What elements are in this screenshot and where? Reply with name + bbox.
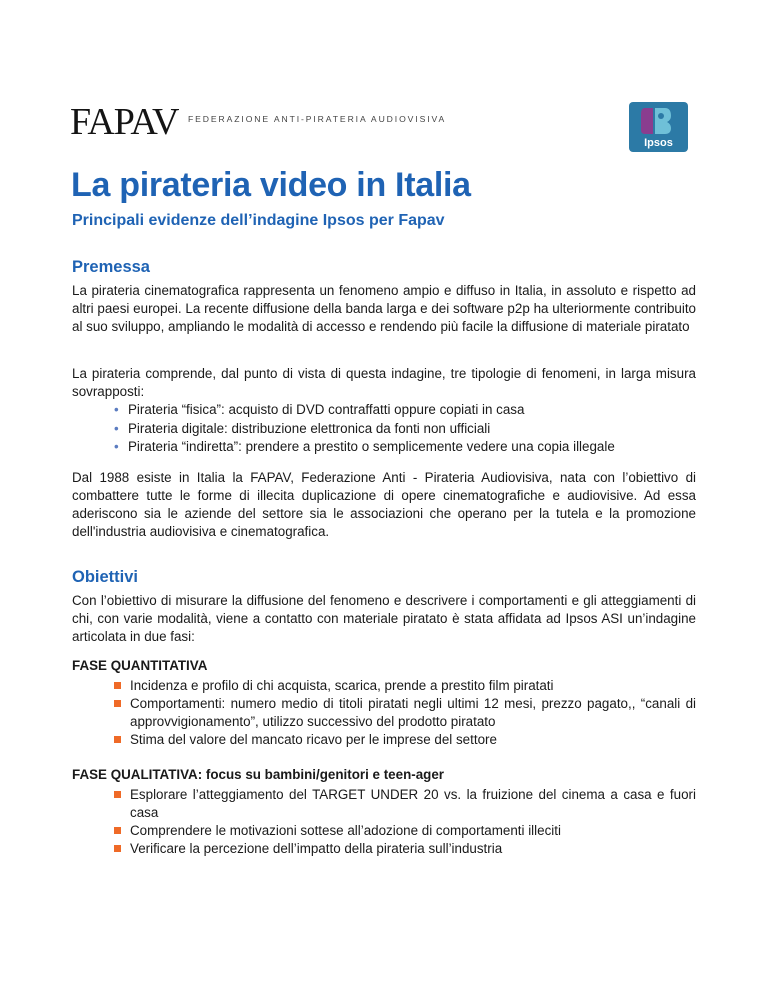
list-item: • Pirateria “indiretta”: prendere a prestito o semplicemente vedere una copia illegale bbox=[114, 438, 615, 457]
pirateria-types-list bbox=[114, 401, 615, 457]
premessa-paragraph-3: Dal 1988 esiste in Italia la FAPAV, Federazione Anti - Pirateria Audiovisiva, nata con l’obiettivo di combattere tutte le forme di illecita duplicazione di opere cinematografiche e audiovisive. Ad essa aderiscono sia le aziende del settore sia le associazioni che operano per la tutela e la promozione dell'industria audiovisiva e cinematografica. bbox=[72, 470, 696, 539]
bullet-dot-icon: • bbox=[114, 439, 119, 454]
ipsos-logo bbox=[629, 102, 688, 152]
orange-square-bullet-icon bbox=[114, 791, 121, 798]
premessa-paragraph-2: La pirateria comprende, dal punto di vista di questa indagine, tre tipologie di fenomeni, in larga misura sovrapposti: bbox=[72, 366, 696, 399]
fapav-tagline: FEDERAZIONE ANTI-PIRATERIA AUDIOVISIVA bbox=[188, 114, 447, 124]
orange-square-bullet-icon bbox=[114, 827, 121, 834]
fase-qualitativa-list bbox=[114, 786, 696, 858]
ipsos-head-icon bbox=[639, 106, 673, 136]
fase-qualitativa-heading: FASE QUALITATIVA: focus su bambini/genitori e teen-ager bbox=[72, 767, 444, 782]
list-item: Stima del valore del mancato ricavo per le imprese del settore bbox=[114, 731, 696, 749]
fase-quantitativa-heading: FASE QUANTITATIVA bbox=[72, 658, 208, 673]
list-item: Comprendere le motivazioni sottese all’adozione di comportamenti illeciti bbox=[114, 822, 696, 840]
orange-square-bullet-icon bbox=[114, 700, 121, 707]
premessa-paragraph-1: La pirateria cinematografica rappresenta un fenomeno ampio e diffuso in Italia, in assoluto e rispetto ad altri paesi europei. La recente diffusione della banda larga e dei software p2p ha ulteriormente contribuito al suo sviluppo, ampliando le modalità di accesso e rendendo più facile la diffusione di materiale piratato bbox=[72, 283, 696, 334]
list-item: Comportamenti: numero medio di titoli piratati negli ultimi 12 mesi, prezzo pagato,, “canali di approvvigionamento”, utilizzo successivo del prodotto piratato bbox=[114, 695, 696, 731]
section-heading-premessa: Premessa bbox=[72, 258, 150, 276]
list-item: Incidenza e profilo di chi acquista, scarica, prende a prestito film piratati bbox=[114, 677, 696, 695]
list-item: Esplorare l’atteggiamento del TARGET UNDER 20 vs. la fruizione del cinema a casa e fuori casa bbox=[114, 786, 696, 822]
section-heading-obiettivi: Obiettivi bbox=[72, 568, 139, 586]
obiettivi-paragraph: Con l’obiettivo di misurare la diffusione del fenomeno e descrivere i comportamenti e gli atteggiamenti di chi, con varie modalità, viene a contatto con materiale piratato è stata affidata ad Ipsos ASI un’indagine articolata in due fasi: bbox=[72, 593, 696, 644]
list-item: Verificare la percezione dell’impatto della pirateria sull’industria bbox=[114, 840, 696, 858]
page-subtitle: Principali evidenze dell’indagine Ipsos per Fapav bbox=[72, 212, 445, 229]
orange-square-bullet-icon bbox=[114, 845, 121, 852]
bullet-dot-icon: • bbox=[114, 402, 119, 417]
list-item: • Pirateria “fisica”: acquisto di DVD contraffatti oppure copiati in casa bbox=[114, 401, 615, 420]
orange-square-bullet-icon bbox=[114, 682, 121, 689]
ipsos-logo-text: Ipsos bbox=[644, 137, 673, 149]
page-title: La pirateria video in Italia bbox=[71, 166, 471, 204]
fapav-logo bbox=[70, 100, 179, 143]
bullet-dot-icon: • bbox=[114, 420, 119, 436]
orange-square-bullet-icon bbox=[114, 736, 121, 743]
list-item: • Pirateria digitale: distribuzione elettronica da fonti non ufficiali bbox=[114, 420, 615, 439]
fapav-logo-text: FAPAV bbox=[70, 101, 179, 143]
fase-quantitativa-list bbox=[114, 677, 696, 749]
